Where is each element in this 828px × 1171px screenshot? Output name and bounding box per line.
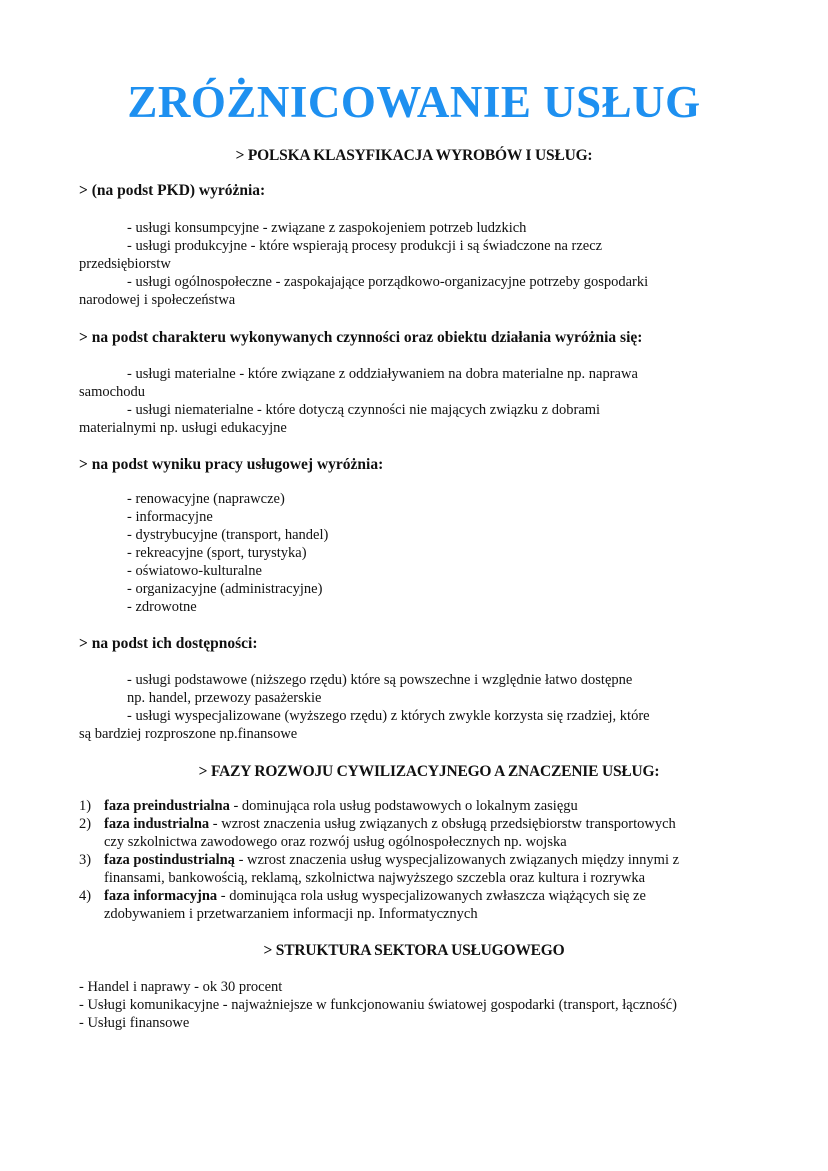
- phase-item: [104, 797, 578, 815]
- list-item: - rekreacyjne (sport, turystyka): [127, 545, 307, 561]
- phase-description: - wzrost znaczenia usług wyspecjalizowanych związanych między innymi z: [234, 852, 680, 868]
- phase-name: faza preindustrialna: [104, 798, 230, 814]
- phase-description-continuation: czy szkolnictwa zawodowego oraz rozwój usług ogólnospołecznych np. wojska: [104, 834, 567, 850]
- list-item: - organizacyjne (administracyjne): [127, 581, 323, 597]
- list-item-continuation: są bardziej rozproszone np.finansowe: [79, 726, 298, 742]
- list-item-continuation: przedsiębiorstw: [79, 256, 171, 272]
- list-item: - usługi podstawowe (niższego rzędu) które są powszechne i względnie łatwo dostępne: [127, 672, 633, 688]
- phase-number: 4): [79, 888, 92, 904]
- list-item: - usługi produkcyjne - które wspierają procesy produkcji i są świadczone na rzecz: [127, 238, 603, 254]
- list-item-continuation: np. handel, przewozy pasażerskie: [127, 690, 322, 706]
- section-heading-phases: > FAZY ROZWOJU CYWILIZACYJNEGO A ZNACZENIE USŁUG:: [198, 763, 660, 780]
- phase-number: 2): [79, 816, 92, 832]
- list-item: - Handel i naprawy - ok 30 procent: [79, 979, 283, 995]
- list-item: - oświatowo-kulturalne: [127, 563, 262, 579]
- phase-item: [104, 851, 679, 869]
- phase-item: [104, 815, 676, 833]
- phase-name: faza informacyjna: [104, 888, 218, 904]
- list-item: - informacyjne: [127, 509, 213, 525]
- section-heading-structure: > STRUKTURA SEKTORA USŁUGOWEGO: [263, 942, 565, 959]
- list-item: - usługi ogólnospołeczne - zaspokajające porządkowo-organizacyjne potrzeby gospodarki: [127, 274, 649, 290]
- list-item-continuation: materialnymi np. usługi edukacyjne: [79, 420, 287, 436]
- list-item: - renowacyjne (naprawcze): [127, 491, 285, 507]
- phase-description-continuation: zdobywaniem i przetwarzaniem informacji np. Informatycznych: [104, 906, 478, 922]
- phase-description-continuation: finansami, bankowością, reklamą, szkolnictwa najwyższego szczebla oraz kultura i rozrywka: [104, 870, 646, 886]
- phase-description: - dominująca rola usług podstawowych o lokalnym zasięgu: [229, 798, 578, 814]
- phase-description: - wzrost znaczenia usług związanych z obsługą przedsiębiorstw transportowych: [209, 816, 676, 832]
- phase-description: - dominująca rola usług wyspecjalizowanych zwłaszcza wiążących się ze: [217, 888, 646, 904]
- subheading-pkd: > (na podst PKD) wyróżnia:: [79, 182, 266, 199]
- list-item: - dystrybucyjne (transport, handel): [127, 527, 329, 543]
- list-item-continuation: samochodu: [79, 384, 146, 400]
- list-item: - usługi konsumpcyjne - związane z zaspokojeniem potrzeb ludzkich: [127, 220, 527, 236]
- page-title: ZRÓŻNICOWANIE USŁUG: [127, 77, 701, 127]
- phase-number: 3): [79, 852, 92, 868]
- phase-name: faza postindustrialną: [104, 852, 235, 868]
- list-item: - usługi materialne - które związane z oddziaływaniem na dobra materialne np. naprawa: [127, 366, 638, 382]
- list-item: - usługi niematerialne - które dotyczą czynności nie mających związku z dobrami: [127, 402, 601, 418]
- phase-number: 1): [79, 798, 92, 814]
- list-item: - zdrowotne: [127, 599, 197, 615]
- section-heading-classification: > POLSKA KLASYFIKACJA WYROBÓW I USŁUG:: [235, 147, 593, 164]
- list-item: - usługi wyspecjalizowane (wyższego rzędu) z których zwykle korzysta się rzadziej, które: [127, 708, 650, 724]
- subheading-character: > na podst charakteru wykonywanych czynności oraz obiektu działania wyróżnia się:: [79, 329, 643, 346]
- phase-name: faza industrialna: [104, 816, 210, 832]
- subheading-access: > na podst ich dostępności:: [79, 635, 258, 652]
- subheading-result: > na podst wyniku pracy usługowej wyróżnia:: [79, 456, 384, 473]
- list-item: - Usługi finansowe: [79, 1015, 190, 1031]
- list-item: - Usługi komunikacyjne - najważniejsze w funkcjonowaniu światowej gospodarki (transport, łączność): [79, 997, 677, 1013]
- list-item-continuation: narodowej i społeczeństwa: [79, 292, 236, 308]
- phase-item: [104, 887, 646, 905]
